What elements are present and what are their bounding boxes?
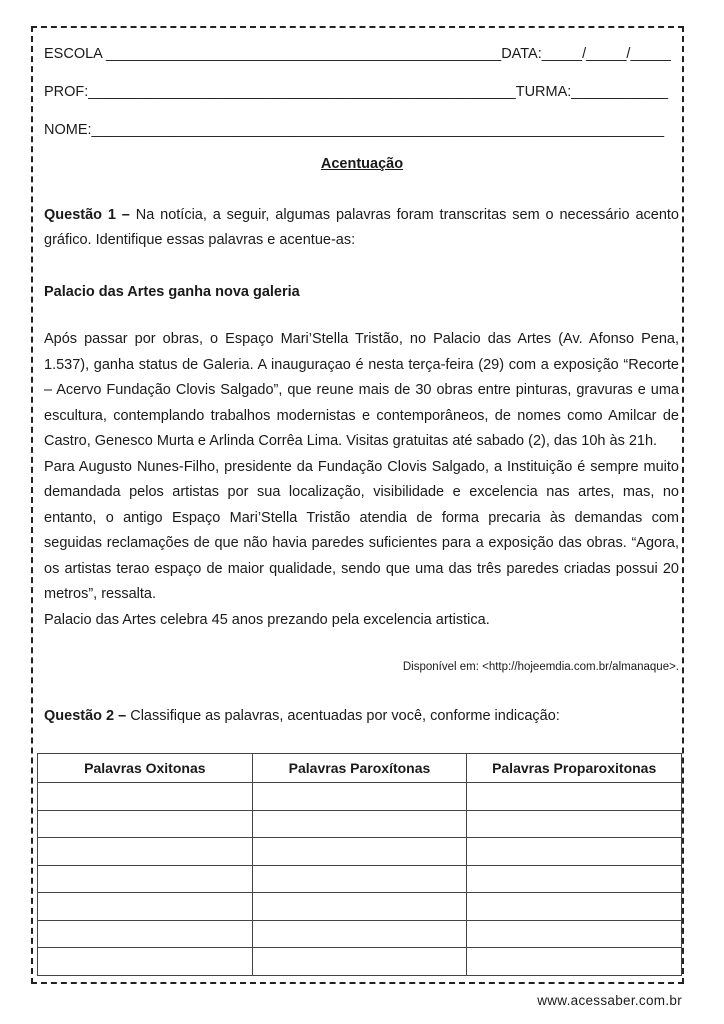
answer-cell[interactable] bbox=[38, 893, 253, 921]
answer-cell[interactable] bbox=[467, 838, 682, 866]
article-source: Disponível em: <http://hojeemdia.com.br/almanaque>. bbox=[402, 661, 679, 673]
header-escola-line: ESCOLA _________________________________________________DATA:_____/_____/_____ bbox=[44, 46, 671, 62]
article-line: demandada pelos artistas por sua localização, visibilidade e excelencia nas artes, mas, no bbox=[44, 484, 679, 500]
article-line: – Acervo Fundação Clovis Salgado”, que reune mais de 30 obras entre pinturas, gravuras e uma bbox=[44, 382, 679, 398]
header-nome-line: NOME:_______________________________________________________________________ bbox=[44, 122, 665, 138]
header-prof-line: PROF:_____________________________________________________TURMA:____________ bbox=[44, 84, 669, 100]
table-header-row bbox=[38, 754, 682, 783]
question-1-text-line2: gráfico. Identifique essas palavras e acentue-as: bbox=[44, 232, 356, 248]
answer-cell[interactable] bbox=[467, 920, 682, 948]
article-line: escultura, contemplando trabalhos modernistas e contemporâneos, de nomes como Amilcar de bbox=[44, 407, 679, 424]
classification-table bbox=[37, 753, 682, 976]
question-1 bbox=[44, 203, 679, 253]
article-line: Castro, Genesco Murta e Arlinda Corrêa Lima. Visitas gratuitas até sabado (2), das 10h às 21h. bbox=[44, 433, 658, 449]
answer-cell[interactable] bbox=[252, 920, 467, 948]
answer-cell[interactable] bbox=[252, 783, 467, 811]
table-row bbox=[38, 948, 682, 976]
article-line: os artistas terao espaço de maior qualidade, sendo que uma das três paredes criadas possui 20 bbox=[44, 560, 679, 577]
answer-cell[interactable] bbox=[252, 865, 467, 893]
article-line: Após passar por obras, o Espaço Mari’Stella Tristão, no Palacio das Artes (Av. Afonso Pena, bbox=[44, 331, 679, 347]
answer-cell[interactable] bbox=[467, 783, 682, 811]
header-oxitonas: Palavras Oxitonas bbox=[38, 754, 253, 783]
article-line: metros”, ressalta. bbox=[44, 586, 156, 602]
page-title: Acentuação bbox=[320, 156, 404, 172]
article-line: Para Augusto Nunes-Filho, presidente da Fundação Clovis Salgado, a Instituição é sempre muito bbox=[44, 458, 679, 475]
answer-cell[interactable] bbox=[252, 810, 467, 838]
footer-website: www.acessaber.com.br bbox=[537, 993, 682, 1008]
article-line: entanto, o antigo Espaço Mari’Stella Tristão atendia de forma precaria às demandas com bbox=[44, 509, 679, 526]
answer-cell[interactable] bbox=[467, 893, 682, 921]
table-row bbox=[38, 865, 682, 893]
table-row bbox=[38, 838, 682, 866]
answer-cell[interactable] bbox=[38, 783, 253, 811]
answer-cell[interactable] bbox=[38, 865, 253, 893]
header-paroxitonas: Palavras Paroxítonas bbox=[252, 754, 467, 783]
article-body bbox=[44, 327, 679, 633]
table-row bbox=[38, 893, 682, 921]
answer-cell[interactable] bbox=[38, 838, 253, 866]
article-line: Palacio das Artes celebra 45 anos prezando pela excelencia artistica. bbox=[44, 611, 490, 628]
question-2 bbox=[44, 704, 679, 729]
answer-cell[interactable] bbox=[467, 865, 682, 893]
question-2-label: Questão 2 – bbox=[44, 708, 127, 724]
answer-cell[interactable] bbox=[252, 893, 467, 921]
table-row bbox=[38, 810, 682, 838]
header-proparoxitonas: Palavras Proparoxitonas bbox=[467, 754, 682, 783]
table-row bbox=[38, 920, 682, 948]
question-2-text: Classifique as palavras, acentuadas por você, conforme indicação: bbox=[126, 708, 560, 724]
question-1-text-line1: Na notícia, a seguir, algumas palavras foram transcritas sem o necessário acento bbox=[129, 207, 679, 223]
answer-cell[interactable] bbox=[38, 920, 253, 948]
answer-cell[interactable] bbox=[252, 948, 467, 976]
answer-cell[interactable] bbox=[252, 838, 467, 866]
article-line: 1.537), ganha status de Galeria. A inauguraçao é nesta terça-feira (29) com a exposição “Recorte bbox=[44, 356, 679, 373]
answer-cell[interactable] bbox=[38, 948, 253, 976]
answer-cell[interactable] bbox=[467, 948, 682, 976]
answer-cell[interactable] bbox=[38, 810, 253, 838]
answer-cell[interactable] bbox=[467, 810, 682, 838]
question-1-label: Questão 1 – bbox=[44, 207, 130, 223]
table-row bbox=[38, 783, 682, 811]
article-line: seguidas reclamações de que não havia paredes suficientes para a exposição das obras. “Agora, bbox=[44, 535, 679, 551]
article-headline: Palacio das Artes ganha nova galeria bbox=[44, 284, 300, 300]
